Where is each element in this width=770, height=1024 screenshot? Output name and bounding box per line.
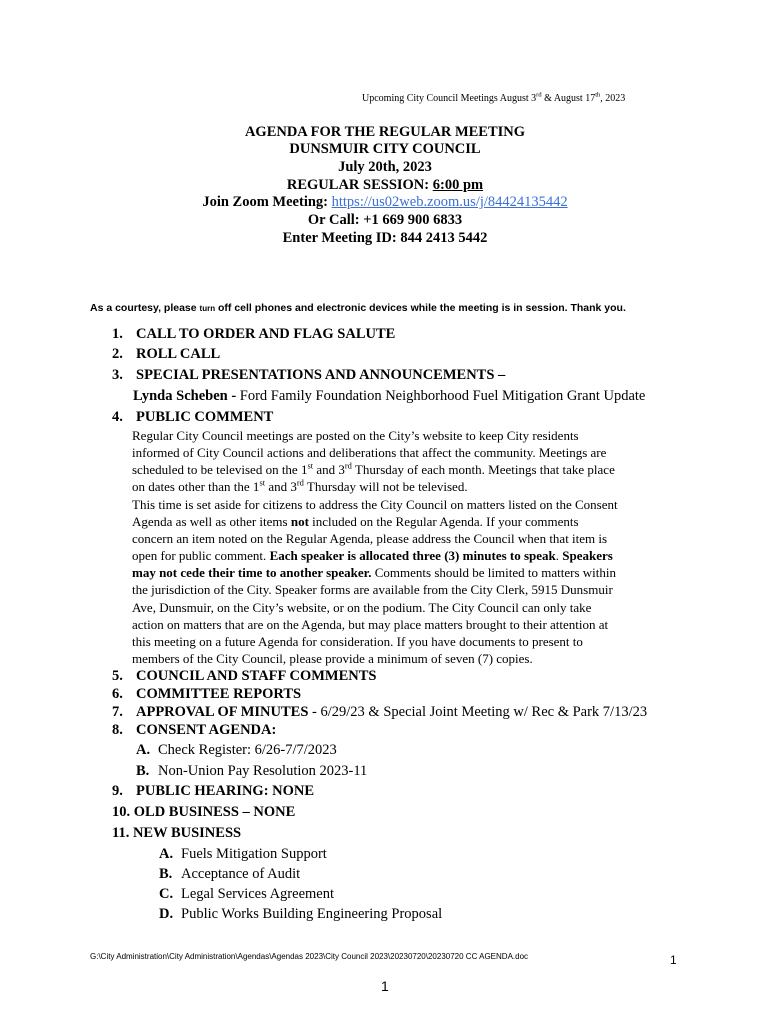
footer-doc-page: 1: [670, 953, 677, 967]
agenda-title: AGENDA FOR THE REGULAR MEETING: [244, 124, 526, 140]
session-line: REGULAR SESSION: 6:00 pm: [286, 177, 484, 193]
phone-line: Or Call: +1 669 900 6833: [307, 212, 463, 228]
zoom-line: Join Zoom Meeting: https://us02web.zoom.us/j/84424135442: [202, 194, 568, 210]
upcoming-meetings-note: Upcoming City Council Meetings August 3rd & August 17th, 2023: [362, 91, 626, 104]
footer-file-path: G:\City Administration\City Administration\Agendas\Agendas 2023\City Council 2023\20230720\20230720 CC AGENDA.doc: [90, 952, 529, 961]
agenda-item-8: 8. CONSENT AGENDA:: [112, 722, 277, 738]
new-business-item-c: C. Legal Services Agreement: [159, 886, 334, 902]
agenda-item-9: 9. PUBLIC HEARING: NONE: [112, 783, 315, 799]
zoom-link[interactable]: https://us02web.zoom.us/j/84424135442: [331, 194, 568, 210]
session-time: 6:00 pm: [432, 177, 484, 193]
council-name: DUNSMUIR CITY COUNCIL: [289, 141, 481, 157]
agenda-item-6: 6. COMMITTEE REPORTS: [112, 686, 302, 702]
agenda-item-3: 3. SPECIAL PRESENTATIONS AND ANNOUNCEMENTS –: [112, 367, 506, 383]
new-business-item-b: B. Acceptance of Audit: [159, 866, 301, 882]
special-presentation: Lynda Scheben - Ford Family Foundation Neighborhood Fuel Mitigation Grant Update: [133, 388, 646, 404]
page-number: 1: [381, 978, 389, 994]
agenda-item-2: 2. ROLL CALL: [112, 346, 221, 362]
meeting-id-line: Enter Meeting ID: 844 2413 5442: [282, 230, 488, 246]
agenda-item-4: 4. PUBLIC COMMENT: [112, 409, 274, 425]
consent-item-b: B. Non-Union Pay Resolution 2023-11: [136, 763, 368, 779]
courtesy-note: As a courtesy, please turn off cell phones and electronic devices while the meeting is in session. Thank you.: [90, 302, 626, 314]
consent-item-a: A. Check Register: 6/26-7/7/2023: [136, 742, 337, 758]
agenda-item-10: 10. OLD BUSINESS – NONE: [112, 804, 296, 820]
agenda-item-5: 5. COUNCIL AND STAFF COMMENTS: [112, 668, 377, 684]
new-business-item-d: D. Public Works Building Engineering Proposal: [159, 906, 443, 922]
agenda-item-1: 1. CALL TO ORDER AND FLAG SALUTE: [112, 326, 396, 342]
agenda-item-11: 11. NEW BUSINESS: [112, 825, 242, 841]
new-business-item-a: A. Fuels Mitigation Support: [159, 846, 327, 862]
agenda-item-7: 7. APPROVAL OF MINUTES - 6/29/23 & Special Joint Meeting w/ Rec & Park 7/13/23: [112, 704, 648, 720]
meeting-date: July 20th, 2023: [338, 159, 432, 175]
